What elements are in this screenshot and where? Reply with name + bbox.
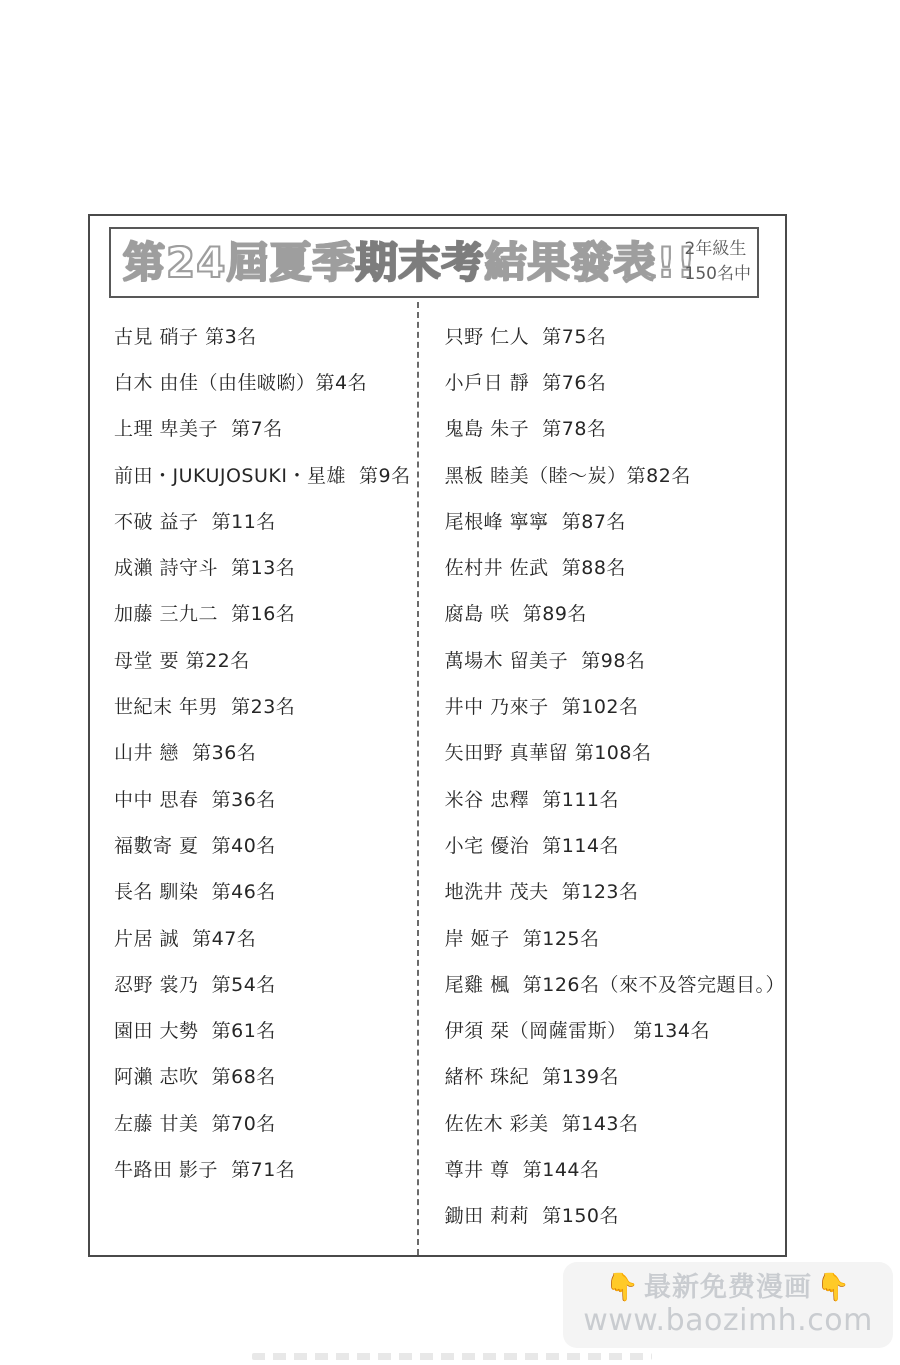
result-entry: 岸 姬子 第125名 [444,927,600,950]
banner-subtitle [685,237,751,286]
pointing-down-emoji: 👇 [605,1271,640,1303]
banner-title [111,237,697,287]
banner-title-segment: 結果發表!! [484,237,697,287]
result-entry: 井中 乃來子 第102名 [444,696,639,719]
result-entry: 阿瀨 志吹 第68名 [114,1066,276,1089]
result-entry: 上理 卑美子 第7名 [114,418,283,441]
result-entry: 左藤 甘美 第70名 [114,1112,276,1135]
result-entry: 地洗井 茂夫 第123名 [444,881,639,904]
result-entry: 腐島 咲 第89名 [444,603,587,626]
result-entry: 世紀末 年男 第23名 [114,696,296,719]
result-entry: 園田 大勢 第61名 [114,1020,276,1043]
results-columns [90,302,785,1255]
result-entry: 前田・JUKUJOSUKI・星雄 第9名 [114,464,411,487]
results-column-right [419,302,785,1255]
result-entry: 母堂 要 第22名 [114,649,250,672]
result-entry: 山井 戀 第36名 [114,742,257,765]
result-entry: 中中 思春 第36名 [114,788,276,811]
cutoff-text-artifact [252,1353,652,1360]
result-entry: 小戶日 靜 第76名 [444,371,607,394]
result-entry: 白木 由佳（由佳啵喲）第4名 [114,371,368,394]
title-banner [109,227,759,298]
result-entry: 鬼島 朱子 第78名 [444,418,607,441]
result-entry: 尾根峰 寧寧 第87名 [444,510,626,533]
result-entry: 伊須 栞（岡薩雷斯） 第134名 [444,1020,710,1043]
result-entry: 古見 硝子 第3名 [114,325,257,348]
result-entry: 成瀨 詩守斗 第13名 [114,557,296,580]
result-entry: 小宅 優治 第114名 [444,834,619,857]
exam-results-board [88,214,787,1257]
banner-title-segment: 第24屆夏季 [123,237,356,287]
result-entry: 忍野 裳乃 第54名 [114,973,276,996]
result-entry: 加藤 三九二 第16名 [114,603,296,626]
result-entry: 片居 誠 第47名 [114,927,257,950]
result-entry: 不破 益子 第11名 [114,510,276,533]
result-entry: 長名 馴染 第46名 [114,881,276,904]
result-entry: 矢田野 真華留 第108名 [444,742,652,765]
banner-subtitle-grade: 2年級生 [684,239,747,259]
result-entry: 佐村井 佐武 第88名 [444,557,626,580]
result-entry: 黑板 睦美（睦～炭）第82名 [444,464,691,487]
result-entry: 佐佐木 彩美 第143名 [444,1112,639,1135]
result-entry: 萬場木 留美子 第98名 [444,649,646,672]
result-entry: 只野 仁人 第75名 [444,325,607,348]
result-entry: 牛路田 影子 第71名 [114,1158,296,1181]
watermark-badge[interactable] [563,1262,893,1348]
result-entry: 尊井 尊 第144名 [444,1158,600,1181]
result-entry: 米谷 忠釋 第111名 [444,788,619,811]
pointing-down-emoji: 👇 [816,1271,851,1303]
result-entry: 鋤田 莉莉 第150名 [444,1205,619,1228]
result-entry: 尾雞 楓 第126名（來不及答完題目。） [444,973,785,996]
result-entry: 緒杯 珠紀 第139名 [444,1066,619,1089]
banner-subtitle-total: 150名中 [684,263,751,284]
watermark-slogan-text: 最新免费漫画 [644,1271,812,1303]
watermark-url: www.baozimh.com [583,1303,873,1339]
results-column-left [90,302,417,1255]
banner-title-segment-emphasis: 期末考 [355,237,485,287]
result-entry: 福數寄 夏 第40名 [114,834,276,857]
watermark-slogan [605,1273,850,1303]
